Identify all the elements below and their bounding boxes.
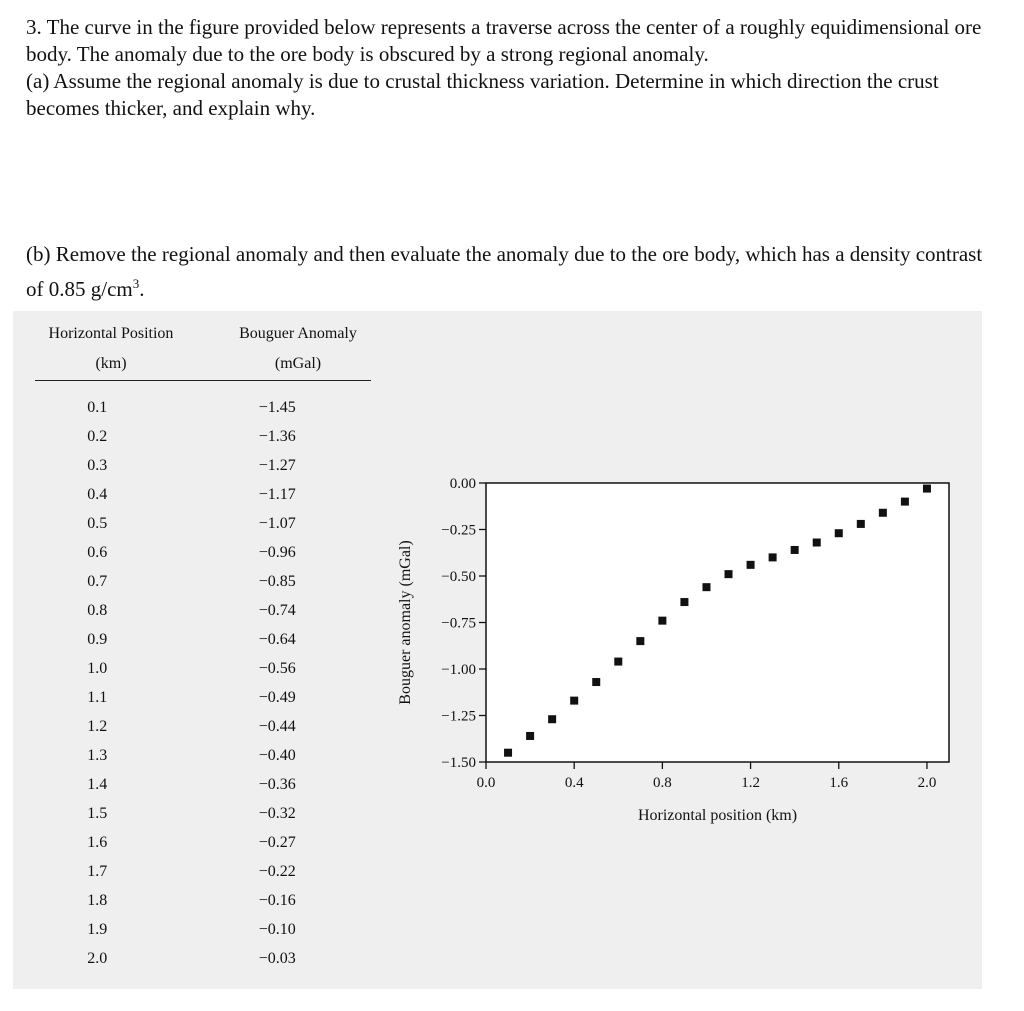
x-tick-label: 1.2: [741, 775, 760, 791]
data-point: [658, 617, 666, 625]
question-part-a: (a) Assume the regional anomaly is due to crustal thickness variation. Determine in which direction the crust becomes thicker, and explain why.: [26, 69, 939, 120]
question-text: [26, 14, 986, 122]
table-cell-anomaly: −0.44: [258, 717, 296, 735]
data-point: [526, 732, 534, 740]
y-tick-label: −0.25: [441, 522, 476, 539]
table-cell-anomaly: −1.36: [258, 427, 296, 445]
y-tick-label: −1.00: [441, 662, 476, 678]
data-point: [725, 570, 733, 578]
x-axis-label: Horizontal position (km): [637, 807, 798, 824]
y-tick-label: −0.50: [441, 569, 476, 585]
y-tick-label: −1.50: [441, 755, 476, 771]
table-cell-position: 1.8: [87, 891, 108, 909]
part-b-period: .: [139, 277, 145, 301]
data-point: [923, 485, 931, 493]
table-cell-anomaly: −0.36: [258, 775, 296, 793]
question-part-b: [26, 240, 986, 304]
x-tick-label: 0.0: [476, 775, 496, 791]
table-cell-position: 1.0: [87, 659, 108, 677]
figure-panel: [13, 311, 982, 989]
data-point: [901, 498, 909, 506]
table-cell-anomaly: −0.10: [258, 920, 296, 938]
data-point: [813, 539, 821, 547]
data-point: [504, 749, 512, 757]
data-point: [592, 678, 600, 686]
table-header-position-unit: (km): [95, 355, 127, 372]
table-cell-anomaly: −0.16: [258, 891, 296, 909]
data-point: [636, 637, 644, 645]
table-cell-position: 2.0: [87, 949, 108, 967]
question-intro: 3. The curve in the figure provided below represents a traverse across the center of a roughly equidimensional ore body. The anomaly due to the ore body is obscured by a strong regional anomaly.: [26, 15, 982, 66]
table-cell-position: 0.3: [87, 456, 108, 474]
table-header-anomaly-title: Bouguer Anomaly: [239, 325, 357, 342]
table-cell-position: 0.8: [87, 601, 108, 619]
table-cell-anomaly: −0.74: [258, 601, 296, 619]
data-point: [548, 715, 556, 723]
x-tick-label: 2.0: [917, 775, 937, 791]
table-cell-anomaly: −0.64: [258, 630, 296, 648]
table-cell-anomaly: −0.40: [258, 746, 296, 764]
y-tick-label: −0.75: [441, 615, 476, 632]
table-cell-position: 0.4: [87, 485, 108, 503]
data-point: [747, 561, 755, 569]
data-point: [879, 509, 887, 517]
y-axis-label: Bouguer anomaly (mGal): [397, 540, 414, 705]
table-cell-anomaly: −0.56: [258, 659, 296, 677]
table-cell-position: 1.9: [87, 920, 108, 938]
data-point: [791, 546, 799, 554]
x-tick-label: 0.8: [653, 775, 672, 791]
table-cell-anomaly: −0.22: [258, 862, 296, 880]
table-cell-position: 0.2: [87, 427, 108, 445]
table-cell-anomaly: −0.27: [258, 833, 296, 851]
table-cell-position: 0.7: [87, 572, 108, 590]
table-cell-position: 0.6: [87, 543, 108, 561]
data-point: [614, 658, 622, 666]
table-cell-position: 1.7: [87, 862, 108, 880]
data-point: [835, 529, 843, 537]
table-cell-anomaly: −0.85: [258, 572, 296, 590]
table-cell-position: 1.3: [87, 746, 108, 764]
x-tick-label: 0.4: [564, 775, 584, 791]
table-header-position-title: Horizontal Position: [48, 325, 174, 342]
table-cell-anomaly: −1.07: [258, 514, 296, 532]
data-point: [857, 520, 865, 528]
x-tick-label: 1.6: [829, 775, 849, 791]
scatter-chart: [13, 311, 982, 989]
table-cell-anomaly: −0.49: [258, 688, 296, 706]
data-point: [702, 583, 710, 591]
table-cell-anomaly: −0.03: [258, 949, 296, 967]
table-header-anomaly-unit: (mGal): [274, 355, 322, 372]
table-cell-anomaly: −0.32: [258, 804, 296, 822]
table-cell-anomaly: −1.45: [258, 398, 296, 416]
data-point: [570, 697, 578, 705]
part-b-text: (b) Remove the regional anomaly and then evaluate the anomaly due to the ore body, which has a density contrast of 0.85 g/cm: [26, 242, 983, 301]
table-cell-anomaly: −1.17: [258, 485, 296, 503]
table-cell-position: 1.4: [87, 775, 108, 793]
table-cell-position: 0.9: [87, 630, 108, 648]
y-tick-label: 0.00: [449, 476, 476, 492]
table-cell-position: 1.6: [87, 833, 108, 851]
data-point: [769, 553, 777, 561]
y-tick-label: −1.25: [441, 708, 476, 725]
part-b-superscript: 3: [132, 276, 140, 291]
table-cell-position: 0.1: [87, 398, 108, 416]
table-cell-position: 0.5: [87, 514, 108, 532]
data-point: [680, 598, 688, 606]
table-cell-anomaly: −0.96: [258, 543, 296, 561]
table-cell-position: 1.5: [87, 804, 108, 822]
table-cell-position: 1.1: [87, 688, 108, 706]
table-cell-anomaly: −1.27: [258, 456, 296, 474]
table-cell-position: 1.2: [87, 717, 108, 735]
